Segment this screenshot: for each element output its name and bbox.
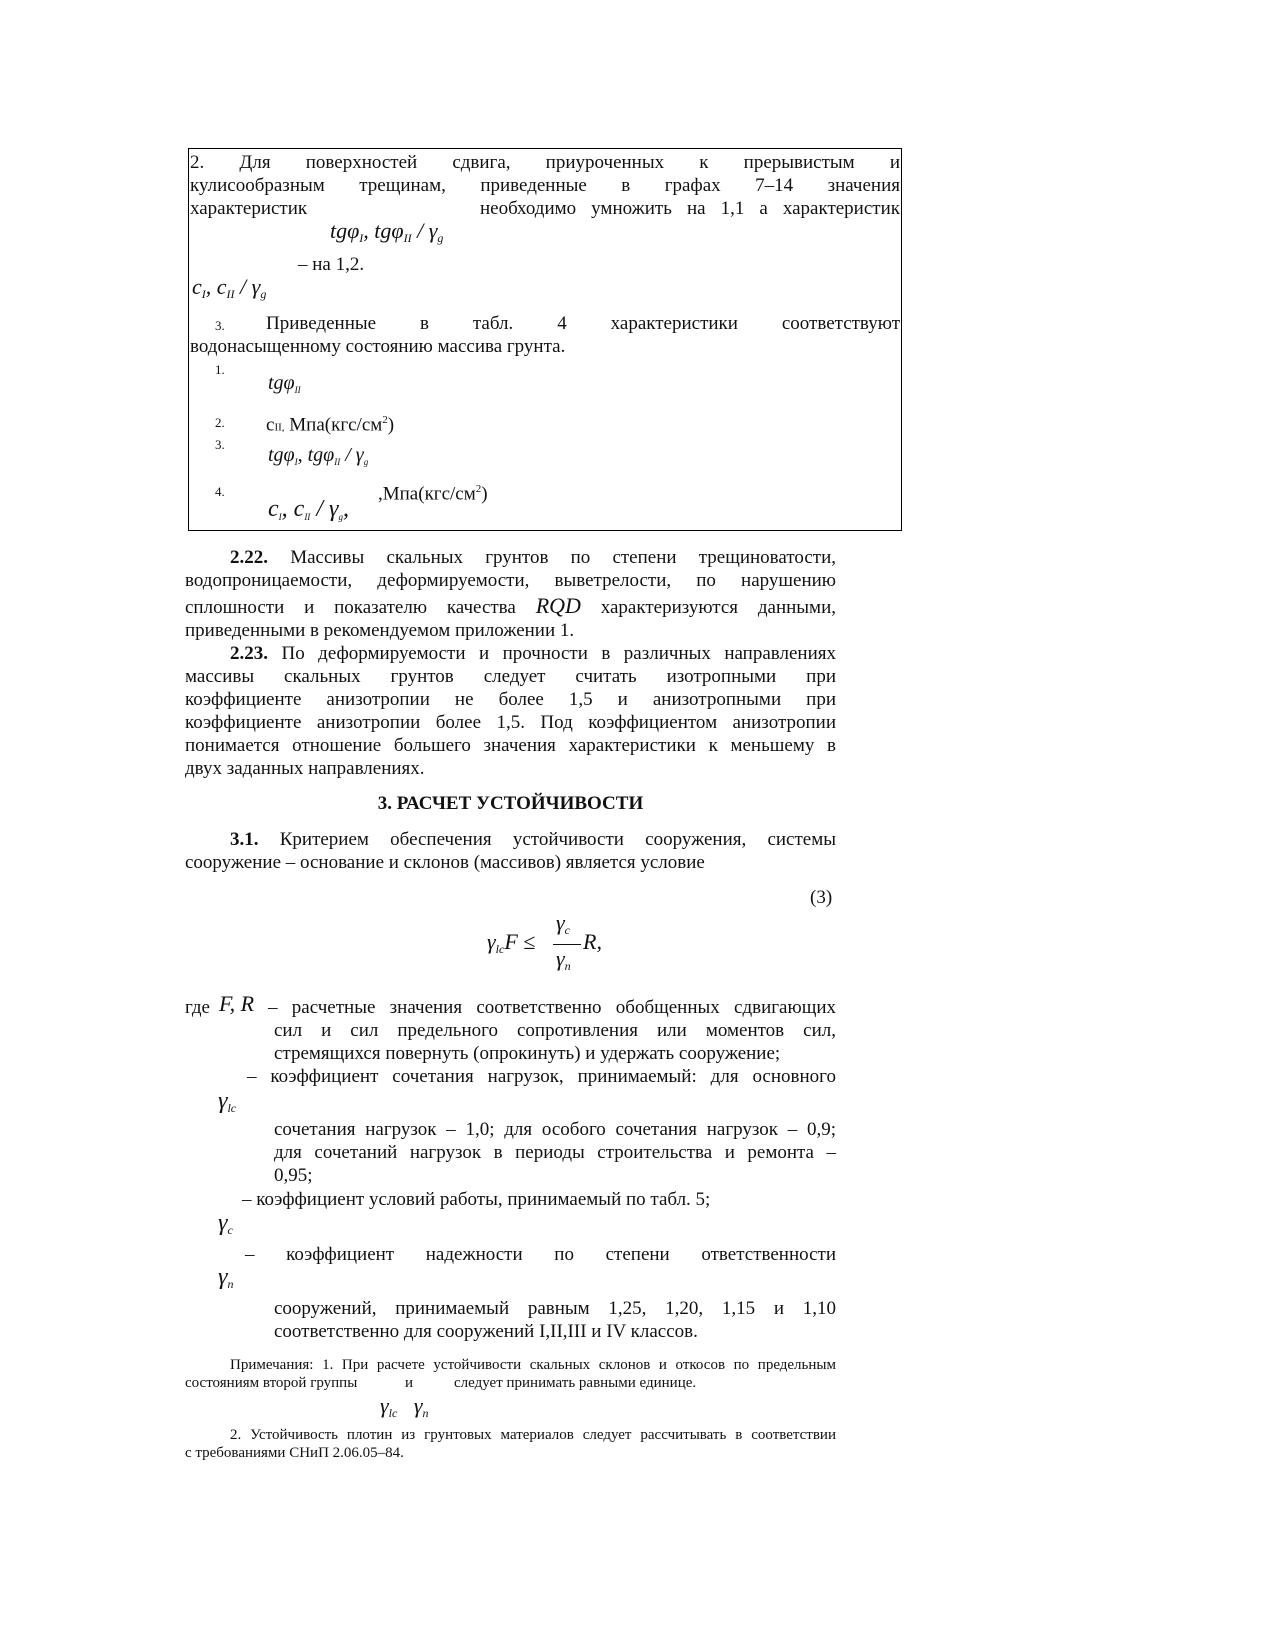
formula-c: $c_I$, $c_{II} / \gamma_g$ — [192, 274, 267, 301]
s31-line2: сооружение – основание и склонов (массивов) является условие — [185, 852, 705, 873]
item-1-formula: tgφ$_{II}$ — [268, 372, 301, 395]
where-lc-line3: для сочетаний нагрузок в периоды строительства и ремонта – — [274, 1142, 836, 1163]
box-item-4-text: $,Мпа(кгс/см^2)$ — [378, 483, 488, 505]
note-1-line1: Примечания: 1. При расчете устойчивости скальных склонов и откосов по предельным — [230, 1357, 836, 1373]
where-line1b: F, R — [219, 991, 255, 1016]
note-1-line2c: следует принимать равными единице. — [454, 1375, 697, 1391]
box-p3-num: 3. — [215, 318, 225, 333]
s222-line3: сплошности и показателю качества RQD характеризуются данными, — [185, 593, 836, 618]
where-n-line1: – коэффициент надежности по степени ответственности — [245, 1244, 836, 1265]
s223-line4: коэффициенте анизотропии более 1,5. Под коэффициентом анизотропии — [185, 712, 836, 733]
box-p2-line3a: характеристик — [190, 198, 308, 219]
s222-line4: приведенными в рекомендуемом приложении 1. — [185, 620, 575, 641]
note-2-line2: с требованиями СНиП 2.06.05–84. — [185, 1445, 404, 1461]
where-line3: стремящихся повернуть (опрокинуть) и удержать сооружение; — [274, 1043, 781, 1064]
gamma-n-symbol: $\gamma_n$ — [218, 1264, 234, 1291]
s222-line2: водопроницаемости, деформируемости, выветрелости, по нарушению — [185, 570, 836, 591]
s222-line1: 2.22. Массивы скальных грунтов по степени трещиноватости, — [230, 547, 837, 568]
box-item-3-num: 3. — [215, 437, 225, 452]
box-p2-line4: – на 1,2. — [298, 254, 365, 275]
box-item-4-num: 4. — [215, 484, 225, 499]
s223-line5: понимается отношение большего значения характеристики к меньшему в — [185, 735, 836, 756]
formula-tg-phi: tgφ$_I$, $tg\varphi_{II} / \gamma_g$ — [330, 218, 444, 245]
gamma-lc-symbol: $\gamma_{lc}$ — [218, 1088, 237, 1115]
item-4-formula: cI, cII / γg, — [268, 496, 349, 522]
box-item-2-text: cII, $Мпа(кгс/см^2)$ — [266, 414, 395, 436]
box-p3-line2: водонасыщенному состоянию массива грунта. — [190, 336, 566, 357]
equation-number: (3) — [810, 887, 833, 908]
box-p2-line3b: необходимо умножить на 1,1 а характеристик — [480, 198, 900, 219]
section-heading: 3. РАСЧЕТ УСТОЙЧИВОСТИ — [377, 793, 644, 814]
where-lc-line1: – коэффициент сочетания нагрузок, принимаемый: для основного — [247, 1066, 836, 1087]
equation-3: $\gamma_{lc}F$ ≤ $\gamma_c$ $\gamma_n$ R, — [487, 910, 602, 973]
where-c-line1: – коэффициент условий работы, принимаемый по табл. 5; — [242, 1189, 711, 1210]
where-lc-line2: сочетания нагрузок – 1,0; для особого сочетания нагрузок – 0,9; — [274, 1119, 836, 1140]
box-p2-line2: кулисообразным трещинам, приведенные в графах 7–14 значения — [190, 175, 900, 196]
where-line1c: – расчетные значения соответственно обобщенных сдвигающих — [268, 997, 836, 1018]
note-1-line2a: состояниям второй группы — [185, 1375, 358, 1391]
s223-line3: коэффициенте анизотропии не более 1,5 и анизотропными при — [185, 689, 836, 710]
item-3-formula: tgφ$_I$, $tg\varphi_{II} / \gamma_g$ — [268, 444, 369, 467]
where-lc-line4: 0,95; — [274, 1165, 313, 1186]
box-item-2-num: 2. — [215, 415, 225, 430]
where-line1a: где — [185, 997, 210, 1018]
note-gamma-symbols: $\gamma_{lc}$ $\gamma_n$ — [380, 1393, 429, 1420]
note-1-line2b: и — [405, 1375, 414, 1391]
s223-line2: массивы скальных грунтов следует считать изотропными при — [185, 666, 836, 687]
where-n-line3: соответственно для сооружений I,II,III и IV классов. — [274, 1321, 698, 1342]
s223-line1: 2.23. По деформируемости и прочности в различных направлениях — [230, 643, 836, 664]
where-line2: сил и сил предельного сопротивления или моментов сил, — [274, 1020, 836, 1041]
s223-line6: двух заданных направлениях. — [185, 758, 425, 779]
box-p2-line1: 2. Для поверхностей сдвига, приуроченных к прерывистым и — [190, 152, 900, 173]
where-n-line2: сооружений, принимаемый равным 1,25, 1,20, 1,15 и 1,10 — [274, 1298, 836, 1319]
box-p3-line1: Приведенные в табл. 4 характеристики соответствуют — [266, 313, 900, 334]
s31-line1: 3.1. Критерием обеспечения устойчивости сооружения, системы — [230, 829, 837, 850]
box-item-1-num: 1. — [215, 362, 225, 377]
note-2-line1: 2. Устойчивость плотин из грунтовых материалов следует рассчитывать в соответствии — [230, 1427, 836, 1443]
gamma-c-symbol: $\gamma_c$ — [218, 1210, 233, 1237]
